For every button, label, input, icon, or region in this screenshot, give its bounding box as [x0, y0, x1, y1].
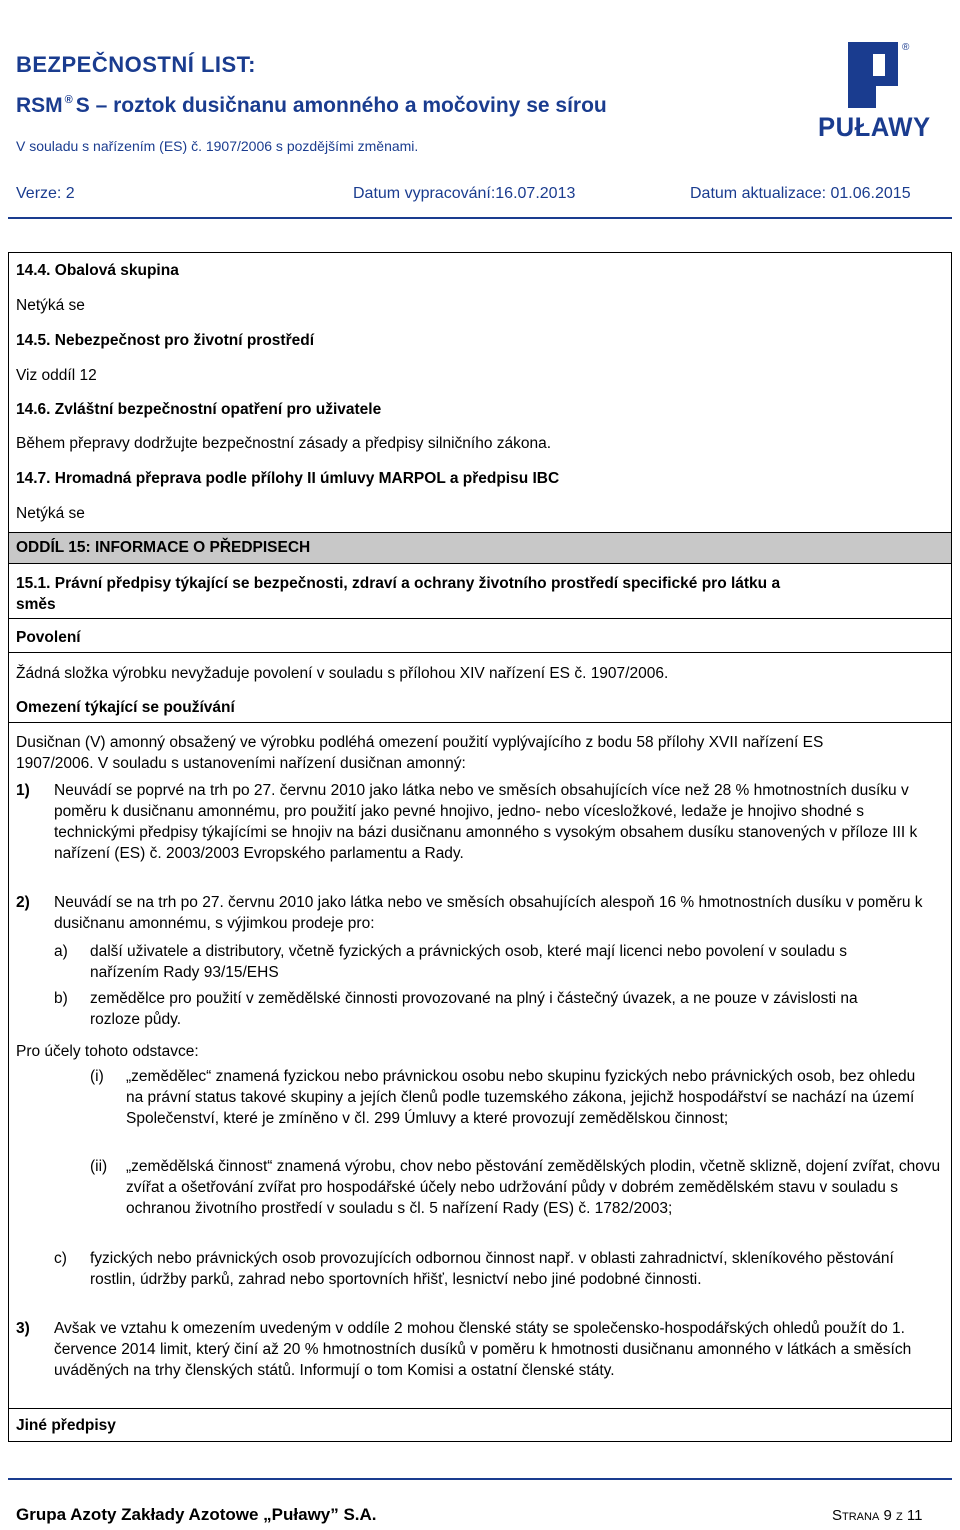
def-ii-text: „zemědělská činnost“ znamená výrobu, chov nebo pěstování zemědělských plodin, včetně sklizně, dojení zvířat, chovu zvířat a ošetřování zvířat pro hospodářské účely nebo udržování půdy v dobrém zemědělském stavu v souladu s ochranou životního prostředí v souladu s čl. 5 nařízení Rady (ES) č. 1782/2003; [126, 1158, 941, 1217]
item-2b-number: b) [54, 990, 68, 1007]
item-3-number: 3) [16, 1320, 30, 1337]
text-14-7: Netýká se [16, 505, 85, 522]
item-2c-text: fyzických nebo právnických osob provozujících odbornou činnost např. v oblasti zahradnictví, skleníkového pěstování rostlin, údržby parků, zahrad nebo sportovních hřišť, lesnictví nebo jiné podobné činnosti. [90, 1250, 894, 1288]
restriction-label: Omezení týkající se používání [16, 699, 235, 716]
logo-text: PUŁAWY [818, 112, 931, 142]
heading-15-1: 15.1. Právní předpisy týkající se bezpečnosti, zdraví a ochrany životního prostředí specifické pro látku a [16, 575, 781, 592]
purpose-intro: Pro účely tohoto odstavce: [16, 1043, 199, 1060]
item-2a-text: další uživatele a distributory, včetně fyzických a právnických osob, které mají licenci nebo povolení v souladu s nařízením Rady 93/15/EHS [90, 943, 848, 981]
item-2a-number: a) [54, 943, 68, 960]
regulation-note: V souladu s nařízením (ES) č. 1907/2006 s pozdějšími změnami. [16, 138, 419, 154]
restriction-intro: Dusičnan (V) amonný obsažený ve výrobku podléhá omezení použití vyplývajícího z bodu 58 přílohy XVII nařízení ES 1907/2006. V souladu s ustanoveními nařízení dusičnan amonný: [16, 734, 824, 772]
page-indicator [832, 1507, 922, 1524]
item-3-text: Avšak ve vztahu k omezením uvedeným v oddíle 2 mohou členské státy se společensko-hospodářských ohledů použít do 1. července 2014 limit, který činí až 20 % hmotnostních dusíků v poměru k hmotnosti dusičnanu amonného v látkách a směsích uváděných na trhy členských států. Informují o tom Komisi a ostatní členské státy. [54, 1320, 912, 1379]
section-15-title: ODDÍL 15: INFORMACE O PŘEDPISECH [16, 539, 311, 556]
logo-reg-mark: ® [902, 42, 910, 53]
item-2c-number: c) [54, 1250, 67, 1267]
date-updated: Datum aktualizace: 01.06.2015 [690, 185, 911, 202]
item-1-text: Neuvádí se poprvé na trh po 27. červnu 2010 jako látka nebo ve směsích obsahujících více než 28 % hmotnostních dusíku v poměru k dusičnanu amonnému, pro použití jako pevné hnojivo, jedno- nebo vícesložkové, ledaže je hnojivo shodné s technickými předpisy týkajícími se hnojiv na bázi dusičnanu amonného s vysokým obsahem dusíku stanovených v příloze III k nařízení (ES) č. 2003/2003 Evropského parlamentu a Rady. [54, 782, 918, 862]
divider [9, 652, 951, 653]
item-1-number: 1) [16, 782, 30, 799]
item-2-text: Neuvádí se na trh po 27. červnu 2010 jako látka nebo ve směsích obsahujících alespoň 16 % hmotnostních dusíku v poměru k dusičnanu amonnému, s výjimkou prodeje pro: [54, 894, 923, 932]
header-divider [8, 217, 952, 219]
permit-text: Žádná složka výrobku nevyžaduje povolení v souladu s přílohou XIV nařízení ES č. 1907/2006. [16, 665, 669, 682]
heading-14-6: 14.6. Zvláštní bezpečnostní opatření pro uživatele [16, 401, 382, 418]
def-i-text: „zemědělec“ znamená fyzickou nebo právnickou osobu nebo skupinu fyzických nebo právnických osob, bez ohledu na právní status takové skupiny a jejích členů podle tuzemského zákona, jejichž hospodářství se nachází na území Společenství, které je zmíněno v čl. 299 Úmluvy a které provozují zemědělskou činnost; [126, 1068, 916, 1127]
product-name [16, 94, 607, 118]
version: Verze: 2 [16, 185, 75, 202]
other-regulations-label: Jiné předpisy [16, 1417, 116, 1434]
footer-divider [8, 1478, 952, 1480]
def-ii-number: (ii) [90, 1158, 108, 1175]
divider [9, 1408, 951, 1409]
item-2b-text: zemědělce pro použití v zemědělské činnosti provozované na plný i částečný úvazek, a ne pouze v závislosti na rozloze půdy. [90, 990, 858, 1028]
permit-label: Povolení [16, 629, 81, 646]
divider [9, 722, 951, 723]
date-prepared: Datum vypracování:16.07.2013 [353, 185, 576, 202]
page-number: 9 [883, 1507, 892, 1524]
text-14-6: Během přepravy dodržujte bezpečnostní zásady a předpisy silničního zákona. [16, 435, 552, 452]
page-word: Strana [832, 1507, 880, 1524]
item-2-number: 2) [16, 894, 30, 911]
registered-mark: ® [64, 94, 73, 106]
document-title: BEZPEČNOSTNÍ LIST: [16, 52, 257, 77]
product-rest: S – roztok dusičnanu amonného a močoviny se sírou [75, 94, 607, 117]
text-14-5: Viz oddíl 12 [16, 367, 97, 384]
heading-15-1-cont: směs [16, 596, 56, 613]
def-i-number: (i) [90, 1068, 104, 1085]
heading-14-4: 14.4. Obalová skupina [16, 262, 179, 279]
text-14-4: Netýká se [16, 297, 85, 314]
company-name: Grupa Azoty Zakłady Azotowe „Puławy” S.A. [16, 1505, 377, 1524]
heading-14-7: 14.7. Hromadná přeprava podle přílohy II úmluvy MARPOL a předpisu IBC [16, 470, 560, 487]
page-of: z [895, 1507, 903, 1524]
heading-14-5: 14.5. Nebezpečnost pro životní prostředí [16, 332, 315, 349]
page-total: 11 [906, 1507, 923, 1524]
product-prefix: RSM [16, 94, 63, 117]
divider [9, 618, 951, 619]
